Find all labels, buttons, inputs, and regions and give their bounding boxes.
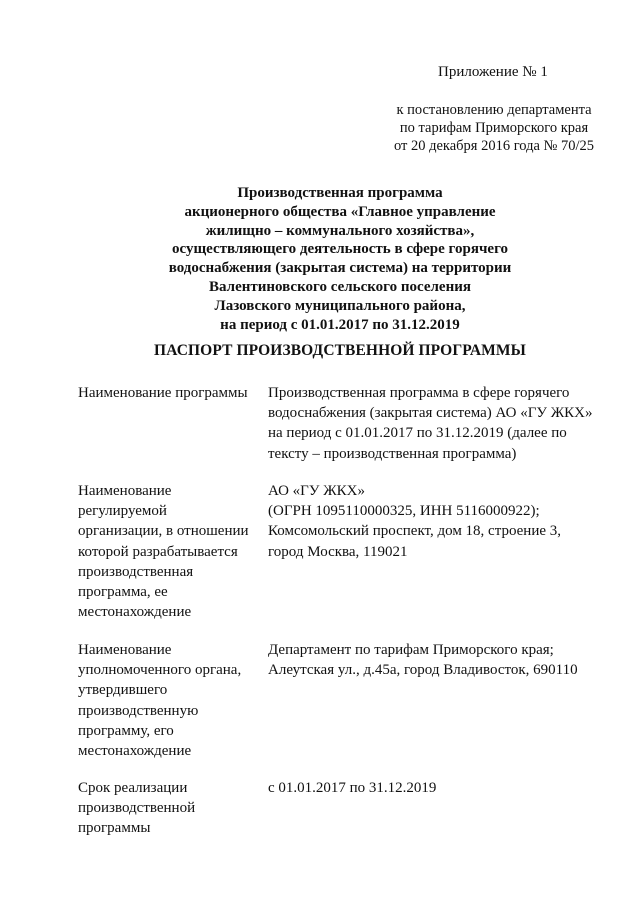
- passport-row-program-name: [78, 383, 618, 463]
- annex-number: Приложение № 1: [438, 64, 548, 80]
- row-label-line: уполномоченного органа,: [78, 662, 242, 679]
- program-title-line: водоснабжения (закрытая система) на территории: [168, 260, 512, 277]
- row-value-line: тексту – производственная программа): [268, 445, 517, 462]
- program-title-line: акционерного общества «Главное управление: [184, 203, 496, 220]
- decree-line: по тарифам Приморского края: [399, 120, 589, 136]
- row-label-line: производственную: [78, 702, 199, 719]
- row-label-line: Наименование: [78, 483, 172, 499]
- row-label-line: регулируемой: [78, 503, 167, 520]
- row-label-line: программа, ее: [78, 584, 168, 601]
- row-value-line: на период с 01.01.2017 по 31.12.2019 (далее по: [268, 425, 567, 442]
- row-value-line: Производственная программа в сфере горячего: [268, 385, 570, 401]
- decree-line: от 20 декабря 2016 года № 70/25: [393, 138, 595, 154]
- row-value-line: с 01.01.2017 по 31.12.2019: [268, 780, 437, 796]
- row-value: [268, 640, 618, 680]
- row-value-line: АО «ГУ ЖКХ»: [268, 483, 365, 499]
- row-value-line: (ОГРН 1095110000325, ИНН 5116000922);: [268, 503, 540, 520]
- row-label: [78, 778, 263, 839]
- row-label-line: утвердившего: [78, 682, 168, 699]
- row-label-line: организации, в отношении: [78, 523, 249, 540]
- row-label-line: Срок реализации: [78, 780, 188, 796]
- row-value: [268, 481, 618, 562]
- program-title-line: жилищно – коммунального хозяйства»,: [205, 222, 475, 239]
- row-label-line: Наименование программы: [78, 385, 248, 401]
- row-value-line: Алеутская ул., д.45а, город Владивосток, 690110: [268, 662, 578, 679]
- decree-reference: [378, 101, 610, 155]
- row-label: [78, 640, 263, 761]
- program-title-line: осуществляющего деятельность в сфере горячего: [171, 241, 509, 258]
- row-value: [268, 383, 618, 464]
- passport-row-implementation-period: [78, 778, 618, 858]
- passport-heading: ПАСПОРТ ПРОИЗВОДСТВЕННОЙ ПРОГРАММЫ: [154, 342, 526, 359]
- row-label: [78, 481, 263, 622]
- passport-row-regulated-organization: [78, 481, 618, 621]
- row-label-line: производственная: [78, 563, 194, 580]
- row-value-line: Департамент по тарифам Приморского края;: [268, 642, 554, 658]
- row-value-line: Комсомольский проспект, дом 18, строение 3,: [268, 523, 562, 540]
- row-label-line: Наименование: [78, 642, 172, 658]
- row-label-line: производственной: [78, 800, 196, 817]
- row-label-line: программу, его: [78, 722, 174, 739]
- decree-line: к постановлению департамента: [396, 102, 592, 118]
- program-title-line: на период с 01.01.2017 по 31.12.2019: [220, 316, 460, 333]
- row-label-line: которой разрабатывается: [78, 543, 238, 560]
- row-label-line: программы: [78, 820, 151, 837]
- program-title: [110, 184, 570, 334]
- row-label-line: местонахождение: [78, 743, 192, 760]
- passport-row-authorized-body: [78, 640, 618, 765]
- row-label: [78, 383, 263, 403]
- row-value: [268, 778, 618, 798]
- program-title-line: Производственная программа: [237, 185, 443, 201]
- program-title-line: Лазовского муниципального района,: [214, 297, 466, 314]
- row-value-line: город Москва, 119021: [268, 543, 408, 560]
- row-value-line: водоснабжения (закрытая система) АО «ГУ ЖКХ»: [268, 405, 593, 422]
- row-label-line: местонахождение: [78, 604, 192, 621]
- program-title-line: Валентиновского сельского поселения: [209, 278, 471, 295]
